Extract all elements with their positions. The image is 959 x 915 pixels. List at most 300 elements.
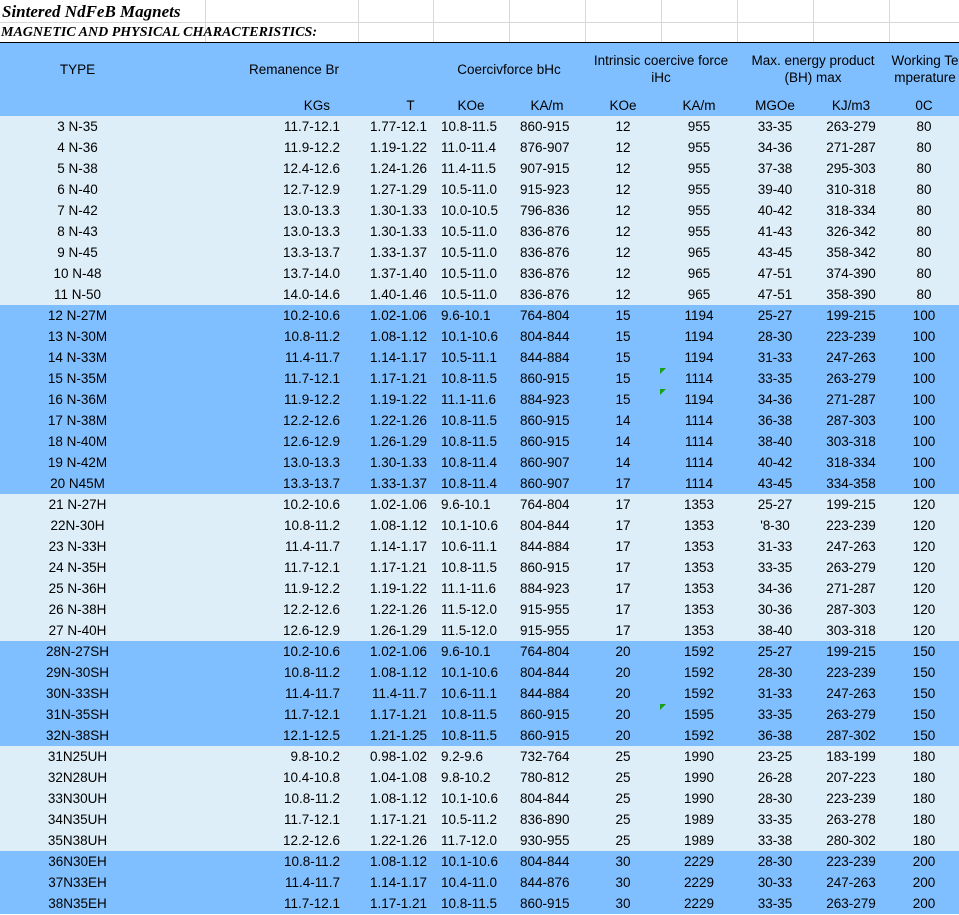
type-cell[interactable]: 26 N-38H bbox=[0, 599, 155, 620]
energy-kj-m3-cell[interactable]: 247-263 bbox=[813, 347, 889, 368]
remanence-kgs-cell[interactable]: 11.9-12.2 bbox=[155, 389, 358, 410]
coercivforce-ka-m-cell[interactable]: 884-923 bbox=[509, 578, 585, 599]
intrinsic-koe-cell[interactable]: 20 bbox=[585, 725, 661, 746]
energy-kj-m3-cell[interactable]: 271-287 bbox=[813, 578, 889, 599]
type-cell[interactable]: 18 N-40M bbox=[0, 431, 155, 452]
working-temp-cell[interactable]: 120 bbox=[889, 578, 959, 599]
working-temp-cell[interactable]: 200 bbox=[889, 872, 959, 893]
remanence-kgs-cell[interactable]: 11.9-12.2 bbox=[155, 137, 358, 158]
intrinsic-ka-m-cell[interactable]: 1353 bbox=[661, 536, 737, 557]
coercivforce-koe-cell[interactable]: 10.8-11.5 bbox=[433, 893, 509, 914]
working-temp-cell[interactable]: 150 bbox=[889, 725, 959, 746]
energy-kj-m3-cell[interactable]: 287-303 bbox=[813, 410, 889, 431]
intrinsic-koe-cell[interactable]: 17 bbox=[585, 578, 661, 599]
intrinsic-koe-cell[interactable]: 20 bbox=[585, 641, 661, 662]
energy-kj-m3-cell[interactable]: 295-303 bbox=[813, 158, 889, 179]
coercivforce-koe-cell[interactable]: 11.1-11.6 bbox=[433, 389, 509, 410]
intrinsic-ka-m-cell[interactable]: 1990 bbox=[661, 746, 737, 767]
type-cell[interactable]: 36N30EH bbox=[0, 851, 155, 872]
type-cell[interactable]: 24 N-35H bbox=[0, 557, 155, 578]
sheet-subtitle[interactable]: MAGNETIC AND PHYSICAL CHARACTERISTICS: bbox=[1, 25, 317, 40]
intrinsic-ka-m-cell[interactable]: 1353 bbox=[661, 515, 737, 536]
coercivforce-koe-cell[interactable]: 10.1-10.6 bbox=[433, 326, 509, 347]
coercivforce-ka-m-cell[interactable]: 804-844 bbox=[509, 662, 585, 683]
coercivforce-koe-cell[interactable]: 10.8-11.5 bbox=[433, 431, 509, 452]
energy-mgoe-cell[interactable]: 34-36 bbox=[737, 137, 813, 158]
intrinsic-ka-m-cell[interactable]: 1990 bbox=[661, 788, 737, 809]
coercivforce-koe-cell[interactable]: 9.8-10.2 bbox=[433, 767, 509, 788]
remanence-kgs-cell[interactable]: 13.3-13.7 bbox=[155, 473, 358, 494]
energy-kj-m3-cell[interactable]: 303-318 bbox=[813, 620, 889, 641]
remanence-kgs-cell[interactable]: 11.7-12.1 bbox=[155, 557, 358, 578]
remanence-t-cell[interactable]: 1.14-1.17 bbox=[358, 347, 433, 368]
coercivforce-koe-cell[interactable]: 10.0-10.5 bbox=[433, 200, 509, 221]
type-cell[interactable]: 11 N-50 bbox=[0, 284, 155, 305]
intrinsic-ka-m-cell[interactable]: 2229 bbox=[661, 851, 737, 872]
intrinsic-ka-m-cell[interactable]: 955 bbox=[661, 179, 737, 200]
energy-mgoe-cell[interactable]: 30-36 bbox=[737, 599, 813, 620]
unit-ka-m[interactable]: KA/m bbox=[509, 95, 585, 116]
coercivforce-ka-m-cell[interactable]: 915-955 bbox=[509, 599, 585, 620]
energy-mgoe-cell[interactable]: 38-40 bbox=[737, 620, 813, 641]
type-cell[interactable]: 4 N-36 bbox=[0, 137, 155, 158]
intrinsic-koe-cell[interactable]: 14 bbox=[585, 431, 661, 452]
energy-mgoe-cell[interactable]: 47-51 bbox=[737, 284, 813, 305]
coercivforce-koe-cell[interactable]: 10.8-11.4 bbox=[433, 473, 509, 494]
remanence-kgs-cell[interactable]: 10.2-10.6 bbox=[155, 305, 358, 326]
type-cell[interactable]: 33N30UH bbox=[0, 788, 155, 809]
intrinsic-ka-m-cell[interactable]: 955 bbox=[661, 116, 737, 137]
intrinsic-koe-cell[interactable]: 12 bbox=[585, 200, 661, 221]
type-cell[interactable]: 38N35EH bbox=[0, 893, 155, 914]
coercivforce-ka-m-cell[interactable]: 860-907 bbox=[509, 452, 585, 473]
intrinsic-ka-m-cell[interactable]: 1114 bbox=[661, 410, 737, 431]
intrinsic-koe-cell[interactable]: 12 bbox=[585, 284, 661, 305]
energy-kj-m3-cell[interactable]: 207-223 bbox=[813, 767, 889, 788]
type-cell[interactable]: 12 N-27M bbox=[0, 305, 155, 326]
coercivforce-ka-m-cell[interactable]: 780-812 bbox=[509, 767, 585, 788]
remanence-t-cell[interactable]: 1.27-1.29 bbox=[358, 179, 433, 200]
remanence-t-cell[interactable]: 1.08-1.12 bbox=[358, 662, 433, 683]
energy-mgoe-cell[interactable]: 41-43 bbox=[737, 221, 813, 242]
remanence-kgs-cell[interactable]: 10.8-11.2 bbox=[155, 662, 358, 683]
remanence-kgs-cell[interactable]: 11.4-11.7 bbox=[155, 347, 358, 368]
remanence-kgs-cell[interactable]: 13.0-13.3 bbox=[155, 200, 358, 221]
coercivforce-koe-cell[interactable]: 10.5-11.0 bbox=[433, 179, 509, 200]
remanence-kgs-cell[interactable]: 11.4-11.7 bbox=[155, 683, 358, 704]
remanence-t-cell[interactable]: 1.26-1.29 bbox=[358, 431, 433, 452]
intrinsic-koe-cell[interactable]: 25 bbox=[585, 830, 661, 851]
intrinsic-ka-m-cell[interactable]: 1194 bbox=[661, 305, 737, 326]
coercivforce-koe-cell[interactable]: 10.8-11.5 bbox=[433, 116, 509, 137]
remanence-t-cell[interactable]: 1.22-1.26 bbox=[358, 599, 433, 620]
type-cell[interactable]: 17 N-38M bbox=[0, 410, 155, 431]
energy-mgoe-cell[interactable]: 25-27 bbox=[737, 641, 813, 662]
coercivforce-koe-cell[interactable]: 10.8-11.5 bbox=[433, 368, 509, 389]
intrinsic-ka-m-cell[interactable]: 1353 bbox=[661, 494, 737, 515]
energy-mgoe-cell[interactable]: 40-42 bbox=[737, 452, 813, 473]
intrinsic-koe-cell[interactable]: 25 bbox=[585, 746, 661, 767]
energy-kj-m3-cell[interactable]: 271-287 bbox=[813, 389, 889, 410]
remanence-kgs-cell[interactable]: 12.1-12.5 bbox=[155, 725, 358, 746]
intrinsic-koe-cell[interactable]: 12 bbox=[585, 221, 661, 242]
coercivforce-koe-cell[interactable]: 11.7-12.0 bbox=[433, 830, 509, 851]
working-temp-cell[interactable]: 150 bbox=[889, 704, 959, 725]
remanence-kgs-cell[interactable]: 10.8-11.2 bbox=[155, 515, 358, 536]
coercivforce-ka-m-cell[interactable]: 915-955 bbox=[509, 620, 585, 641]
coercivforce-koe-cell[interactable]: 10.5-11.2 bbox=[433, 809, 509, 830]
energy-kj-m3-cell[interactable]: 263-279 bbox=[813, 893, 889, 914]
energy-kj-m3-cell[interactable]: 280-302 bbox=[813, 830, 889, 851]
intrinsic-ka-m-cell[interactable]: 965 bbox=[661, 242, 737, 263]
working-temp-cell[interactable]: 100 bbox=[889, 452, 959, 473]
coercivforce-koe-cell[interactable]: 11.5-12.0 bbox=[433, 620, 509, 641]
working-temp-cell[interactable]: 120 bbox=[889, 494, 959, 515]
energy-kj-m3-cell[interactable]: 303-318 bbox=[813, 431, 889, 452]
intrinsic-koe-cell[interactable]: 17 bbox=[585, 515, 661, 536]
remanence-t-cell[interactable]: 1.17-1.21 bbox=[358, 893, 433, 914]
intrinsic-koe-cell[interactable]: 15 bbox=[585, 347, 661, 368]
intrinsic-ka-m-cell[interactable]: 1353 bbox=[661, 557, 737, 578]
intrinsic-ka-m-cell[interactable]: 1194 bbox=[661, 326, 737, 347]
energy-mgoe-cell[interactable]: 31-33 bbox=[737, 347, 813, 368]
energy-mgoe-cell[interactable]: 31-33 bbox=[737, 536, 813, 557]
coercivforce-ka-m-cell[interactable]: 844-884 bbox=[509, 536, 585, 557]
remanence-t-cell[interactable]: 1.08-1.12 bbox=[358, 788, 433, 809]
intrinsic-ka-m-cell[interactable]: 965 bbox=[661, 284, 737, 305]
type-cell[interactable]: 16 N-36M bbox=[0, 389, 155, 410]
remanence-t-cell[interactable]: 1.30-1.33 bbox=[358, 452, 433, 473]
remanence-t-cell[interactable]: 1.24-1.26 bbox=[358, 158, 433, 179]
intrinsic-koe-cell[interactable]: 17 bbox=[585, 473, 661, 494]
remanence-t-cell[interactable]: 1.19-1.22 bbox=[358, 137, 433, 158]
coercivforce-ka-m-cell[interactable]: 804-844 bbox=[509, 851, 585, 872]
energy-kj-m3-cell[interactable]: 263-279 bbox=[813, 116, 889, 137]
working-temp-cell[interactable]: 180 bbox=[889, 809, 959, 830]
working-temp-cell[interactable]: 80 bbox=[889, 116, 959, 137]
header-remanence[interactable]: Remanence Br bbox=[155, 43, 433, 95]
energy-mgoe-cell[interactable]: 36-38 bbox=[737, 410, 813, 431]
remanence-t-cell[interactable]: 1.22-1.26 bbox=[358, 830, 433, 851]
remanence-kgs-cell[interactable]: 12.6-12.9 bbox=[155, 620, 358, 641]
remanence-t-cell[interactable]: 1.14-1.17 bbox=[358, 536, 433, 557]
energy-mgoe-cell[interactable]: 40-42 bbox=[737, 200, 813, 221]
type-cell[interactable]: 37N33EH bbox=[0, 872, 155, 893]
type-cell[interactable]: 27 N-40H bbox=[0, 620, 155, 641]
remanence-kgs-cell[interactable]: 11.9-12.2 bbox=[155, 578, 358, 599]
working-temp-cell[interactable]: 180 bbox=[889, 767, 959, 788]
coercivforce-koe-cell[interactable]: 11.5-12.0 bbox=[433, 599, 509, 620]
type-cell[interactable]: 32N28UH bbox=[0, 767, 155, 788]
remanence-kgs-cell[interactable]: 12.2-12.6 bbox=[155, 830, 358, 851]
remanence-kgs-cell[interactable]: 10.2-10.6 bbox=[155, 494, 358, 515]
intrinsic-koe-cell[interactable]: 20 bbox=[585, 704, 661, 725]
working-temp-cell[interactable]: 120 bbox=[889, 515, 959, 536]
working-temp-cell[interactable]: 120 bbox=[889, 557, 959, 578]
remanence-t-cell[interactable]: 1.17-1.21 bbox=[358, 368, 433, 389]
working-temp-cell[interactable]: 100 bbox=[889, 347, 959, 368]
working-temp-cell[interactable]: 80 bbox=[889, 158, 959, 179]
working-temp-cell[interactable]: 100 bbox=[889, 431, 959, 452]
energy-mgoe-cell[interactable]: 38-40 bbox=[737, 431, 813, 452]
header-max-energy-product[interactable]: Max. energy product (BH) max bbox=[737, 43, 889, 95]
type-cell[interactable]: 15 N-35M bbox=[0, 368, 155, 389]
coercivforce-ka-m-cell[interactable]: 876-907 bbox=[509, 137, 585, 158]
remanence-kgs-cell[interactable]: 11.7-12.1 bbox=[155, 704, 358, 725]
remanence-kgs-cell[interactable]: 12.6-12.9 bbox=[155, 431, 358, 452]
intrinsic-ka-m-cell[interactable]: 1114 bbox=[661, 431, 737, 452]
energy-kj-m3-cell[interactable]: 358-342 bbox=[813, 242, 889, 263]
intrinsic-koe-cell[interactable]: 12 bbox=[585, 179, 661, 200]
intrinsic-koe-cell[interactable]: 17 bbox=[585, 557, 661, 578]
type-cell[interactable]: 13 N-30M bbox=[0, 326, 155, 347]
energy-kj-m3-cell[interactable]: 223-239 bbox=[813, 515, 889, 536]
energy-kj-m3-cell[interactable]: 223-239 bbox=[813, 326, 889, 347]
energy-mgoe-cell[interactable]: 33-35 bbox=[737, 704, 813, 725]
remanence-t-cell[interactable]: 1.17-1.21 bbox=[358, 809, 433, 830]
coercivforce-ka-m-cell[interactable]: 836-890 bbox=[509, 809, 585, 830]
type-cell[interactable]: 32N-38SH bbox=[0, 725, 155, 746]
energy-kj-m3-cell[interactable]: 263-279 bbox=[813, 704, 889, 725]
type-cell[interactable]: 20 N45M bbox=[0, 473, 155, 494]
coercivforce-ka-m-cell[interactable]: 860-907 bbox=[509, 473, 585, 494]
remanence-t-cell[interactable]: 1.08-1.12 bbox=[358, 326, 433, 347]
energy-kj-m3-cell[interactable]: 374-390 bbox=[813, 263, 889, 284]
unit-koe[interactable]: KOe bbox=[433, 95, 509, 116]
coercivforce-ka-m-cell[interactable]: 764-804 bbox=[509, 305, 585, 326]
working-temp-cell[interactable]: 80 bbox=[889, 284, 959, 305]
working-temp-cell[interactable]: 120 bbox=[889, 599, 959, 620]
coercivforce-koe-cell[interactable]: 10.1-10.6 bbox=[433, 515, 509, 536]
unit-mgoe[interactable]: MGOe bbox=[737, 95, 813, 116]
type-cell[interactable]: 14 N-33M bbox=[0, 347, 155, 368]
remanence-t-cell[interactable]: 1.02-1.06 bbox=[358, 494, 433, 515]
coercivforce-ka-m-cell[interactable]: 804-844 bbox=[509, 326, 585, 347]
coercivforce-koe-cell[interactable]: 10.8-11.5 bbox=[433, 410, 509, 431]
coercivforce-koe-cell[interactable]: 11.4-11.5 bbox=[433, 158, 509, 179]
intrinsic-koe-cell[interactable]: 17 bbox=[585, 599, 661, 620]
intrinsic-ka-m-cell[interactable]: 955 bbox=[661, 158, 737, 179]
energy-kj-m3-cell[interactable]: 271-287 bbox=[813, 137, 889, 158]
working-temp-cell[interactable]: 80 bbox=[889, 242, 959, 263]
coercivforce-koe-cell[interactable]: 10.6-11.1 bbox=[433, 683, 509, 704]
energy-kj-m3-cell[interactable]: 263-279 bbox=[813, 368, 889, 389]
coercivforce-ka-m-cell[interactable]: 907-915 bbox=[509, 158, 585, 179]
energy-mgoe-cell[interactable]: 25-27 bbox=[737, 494, 813, 515]
coercivforce-koe-cell[interactable]: 10.5-11.0 bbox=[433, 242, 509, 263]
type-cell[interactable]: 9 N-45 bbox=[0, 242, 155, 263]
energy-kj-m3-cell[interactable]: 287-302 bbox=[813, 725, 889, 746]
working-temp-cell[interactable]: 80 bbox=[889, 179, 959, 200]
remanence-t-cell[interactable]: 1.33-1.37 bbox=[358, 242, 433, 263]
energy-mgoe-cell[interactable]: 34-36 bbox=[737, 389, 813, 410]
remanence-t-cell[interactable]: 11.4-11.7 bbox=[358, 683, 433, 704]
intrinsic-ka-m-cell[interactable]: 1353 bbox=[661, 599, 737, 620]
coercivforce-ka-m-cell[interactable]: 860-915 bbox=[509, 410, 585, 431]
working-temp-cell[interactable]: 150 bbox=[889, 683, 959, 704]
coercivforce-koe-cell[interactable]: 9.6-10.1 bbox=[433, 641, 509, 662]
coercivforce-ka-m-cell[interactable]: 860-915 bbox=[509, 704, 585, 725]
remanence-kgs-cell[interactable]: 14.0-14.6 bbox=[155, 284, 358, 305]
header-intrinsic-coercive-force[interactable]: Intrinsic coercive force iHc bbox=[585, 43, 737, 95]
energy-mgoe-cell[interactable]: 31-33 bbox=[737, 683, 813, 704]
intrinsic-koe-cell[interactable]: 17 bbox=[585, 494, 661, 515]
coercivforce-ka-m-cell[interactable]: 930-955 bbox=[509, 830, 585, 851]
remanence-t-cell[interactable]: 1.77-12.1 bbox=[358, 116, 433, 137]
remanence-t-cell[interactable]: 1.17-1.21 bbox=[358, 704, 433, 725]
remanence-t-cell[interactable]: 1.37-1.40 bbox=[358, 263, 433, 284]
type-cell[interactable]: 19 N-42M bbox=[0, 452, 155, 473]
remanence-t-cell[interactable]: 1.08-1.12 bbox=[358, 851, 433, 872]
intrinsic-ka-m-cell[interactable]: 1592 bbox=[661, 662, 737, 683]
coercivforce-ka-m-cell[interactable]: 884-923 bbox=[509, 389, 585, 410]
coercivforce-koe-cell[interactable]: 10.1-10.6 bbox=[433, 662, 509, 683]
intrinsic-koe-cell[interactable]: 12 bbox=[585, 137, 661, 158]
remanence-kgs-cell[interactable]: 13.0-13.3 bbox=[155, 452, 358, 473]
type-cell[interactable]: 3 N-35 bbox=[0, 116, 155, 137]
coercivforce-ka-m-cell[interactable]: 836-876 bbox=[509, 221, 585, 242]
intrinsic-koe-cell[interactable]: 20 bbox=[585, 662, 661, 683]
unit-intrinsic-koe[interactable]: KOe bbox=[585, 95, 661, 116]
unit-t[interactable]: T bbox=[358, 95, 433, 116]
working-temp-cell[interactable]: 150 bbox=[889, 641, 959, 662]
energy-kj-m3-cell[interactable]: 318-334 bbox=[813, 452, 889, 473]
energy-mgoe-cell[interactable]: 23-25 bbox=[737, 746, 813, 767]
energy-kj-m3-cell[interactable]: 183-199 bbox=[813, 746, 889, 767]
unit-kj-m3[interactable]: KJ/m3 bbox=[813, 95, 889, 116]
working-temp-cell[interactable]: 100 bbox=[889, 389, 959, 410]
energy-kj-m3-cell[interactable]: 247-263 bbox=[813, 536, 889, 557]
energy-mgoe-cell[interactable]: 34-36 bbox=[737, 578, 813, 599]
energy-kj-m3-cell[interactable]: 334-358 bbox=[813, 473, 889, 494]
remanence-t-cell[interactable]: 1.02-1.06 bbox=[358, 641, 433, 662]
energy-mgoe-cell[interactable]: 33-35 bbox=[737, 368, 813, 389]
energy-mgoe-cell[interactable]: 33-38 bbox=[737, 830, 813, 851]
intrinsic-ka-m-cell[interactable]: 1592 bbox=[661, 725, 737, 746]
header-type[interactable]: TYPE bbox=[0, 43, 155, 95]
coercivforce-koe-cell[interactable]: 10.5-11.0 bbox=[433, 221, 509, 242]
remanence-t-cell[interactable]: 1.14-1.17 bbox=[358, 872, 433, 893]
coercivforce-ka-m-cell[interactable]: 844-876 bbox=[509, 872, 585, 893]
type-cell[interactable]: 8 N-43 bbox=[0, 221, 155, 242]
intrinsic-ka-m-cell[interactable]: 1595 bbox=[661, 704, 737, 725]
type-cell[interactable]: 30N-33SH bbox=[0, 683, 155, 704]
coercivforce-koe-cell[interactable]: 11.1-11.6 bbox=[433, 578, 509, 599]
remanence-kgs-cell[interactable]: 11.7-12.1 bbox=[155, 809, 358, 830]
type-cell[interactable]: 6 N-40 bbox=[0, 179, 155, 200]
working-temp-cell[interactable]: 80 bbox=[889, 263, 959, 284]
remanence-t-cell[interactable]: 1.21-1.25 bbox=[358, 725, 433, 746]
intrinsic-koe-cell[interactable]: 30 bbox=[585, 893, 661, 914]
coercivforce-koe-cell[interactable]: 10.5-11.0 bbox=[433, 263, 509, 284]
working-temp-cell[interactable]: 180 bbox=[889, 746, 959, 767]
coercivforce-koe-cell[interactable]: 10.8-11.5 bbox=[433, 725, 509, 746]
energy-kj-m3-cell[interactable]: 223-239 bbox=[813, 788, 889, 809]
remanence-t-cell[interactable]: 1.02-1.06 bbox=[358, 305, 433, 326]
energy-kj-m3-cell[interactable]: 247-263 bbox=[813, 872, 889, 893]
remanence-t-cell[interactable]: 1.04-1.08 bbox=[358, 767, 433, 788]
coercivforce-koe-cell[interactable]: 10.8-11.5 bbox=[433, 557, 509, 578]
coercivforce-koe-cell[interactable]: 9.6-10.1 bbox=[433, 494, 509, 515]
remanence-t-cell[interactable]: 1.19-1.22 bbox=[358, 389, 433, 410]
remanence-kgs-cell[interactable]: 11.7-12.1 bbox=[155, 368, 358, 389]
coercivforce-ka-m-cell[interactable]: 796-836 bbox=[509, 200, 585, 221]
intrinsic-ka-m-cell[interactable]: 2229 bbox=[661, 893, 737, 914]
energy-kj-m3-cell[interactable]: 247-263 bbox=[813, 683, 889, 704]
unit-celsius[interactable]: 0C bbox=[889, 95, 959, 116]
coercivforce-koe-cell[interactable]: 11.0-11.4 bbox=[433, 137, 509, 158]
energy-kj-m3-cell[interactable]: 326-342 bbox=[813, 221, 889, 242]
intrinsic-ka-m-cell[interactable]: 1194 bbox=[661, 389, 737, 410]
intrinsic-koe-cell[interactable]: 14 bbox=[585, 410, 661, 431]
coercivforce-koe-cell[interactable]: 10.1-10.6 bbox=[433, 788, 509, 809]
intrinsic-ka-m-cell[interactable]: 1114 bbox=[661, 452, 737, 473]
coercivforce-ka-m-cell[interactable]: 804-844 bbox=[509, 788, 585, 809]
remanence-kgs-cell[interactable]: 13.0-13.3 bbox=[155, 221, 358, 242]
energy-kj-m3-cell[interactable]: 263-279 bbox=[813, 557, 889, 578]
intrinsic-ka-m-cell[interactable]: 1990 bbox=[661, 767, 737, 788]
coercivforce-ka-m-cell[interactable]: 764-804 bbox=[509, 641, 585, 662]
remanence-kgs-cell[interactable]: 12.7-12.9 bbox=[155, 179, 358, 200]
energy-mgoe-cell[interactable]: 47-51 bbox=[737, 263, 813, 284]
unit-kgs[interactable]: KGs bbox=[155, 95, 358, 116]
working-temp-cell[interactable]: 100 bbox=[889, 410, 959, 431]
remanence-kgs-cell[interactable]: 12.2-12.6 bbox=[155, 599, 358, 620]
working-temp-cell[interactable]: 120 bbox=[889, 620, 959, 641]
intrinsic-koe-cell[interactable]: 15 bbox=[585, 305, 661, 326]
coercivforce-ka-m-cell[interactable]: 860-915 bbox=[509, 368, 585, 389]
remanence-kgs-cell[interactable]: 13.3-13.7 bbox=[155, 242, 358, 263]
intrinsic-koe-cell[interactable]: 12 bbox=[585, 242, 661, 263]
intrinsic-ka-m-cell[interactable]: 955 bbox=[661, 221, 737, 242]
remanence-kgs-cell[interactable]: 11.7-12.1 bbox=[155, 893, 358, 914]
intrinsic-ka-m-cell[interactable]: 2229 bbox=[661, 872, 737, 893]
remanence-kgs-cell[interactable]: 11.4-11.7 bbox=[155, 872, 358, 893]
remanence-t-cell[interactable]: 1.30-1.33 bbox=[358, 221, 433, 242]
sheet-title[interactable]: Sintered NdFeB Magnets bbox=[2, 2, 181, 21]
type-cell[interactable]: 28N-27SH bbox=[0, 641, 155, 662]
intrinsic-ka-m-cell[interactable]: 1353 bbox=[661, 578, 737, 599]
intrinsic-ka-m-cell[interactable]: 1989 bbox=[661, 830, 737, 851]
type-cell[interactable]: 31N-35SH bbox=[0, 704, 155, 725]
energy-kj-m3-cell[interactable]: 223-239 bbox=[813, 662, 889, 683]
coercivforce-ka-m-cell[interactable]: 860-915 bbox=[509, 893, 585, 914]
energy-mgoe-cell[interactable]: 33-35 bbox=[737, 116, 813, 137]
header-coercivforce[interactable]: Coercivforce bHc bbox=[433, 43, 585, 95]
intrinsic-ka-m-cell[interactable]: 1989 bbox=[661, 809, 737, 830]
energy-mgoe-cell[interactable]: 26-28 bbox=[737, 767, 813, 788]
remanence-t-cell[interactable]: 1.40-1.46 bbox=[358, 284, 433, 305]
coercivforce-ka-m-cell[interactable]: 860-915 bbox=[509, 725, 585, 746]
remanence-t-cell[interactable]: 1.26-1.29 bbox=[358, 620, 433, 641]
coercivforce-ka-m-cell[interactable]: 860-915 bbox=[509, 557, 585, 578]
remanence-t-cell[interactable]: 1.30-1.33 bbox=[358, 200, 433, 221]
intrinsic-koe-cell[interactable]: 12 bbox=[585, 263, 661, 284]
working-temp-cell[interactable]: 80 bbox=[889, 200, 959, 221]
energy-mgoe-cell[interactable]: 39-40 bbox=[737, 179, 813, 200]
working-temp-cell[interactable]: 120 bbox=[889, 536, 959, 557]
energy-kj-m3-cell[interactable]: 223-239 bbox=[813, 851, 889, 872]
coercivforce-ka-m-cell[interactable]: 836-876 bbox=[509, 242, 585, 263]
energy-mgoe-cell[interactable]: 28-30 bbox=[737, 788, 813, 809]
intrinsic-koe-cell[interactable]: 30 bbox=[585, 851, 661, 872]
remanence-kgs-cell[interactable]: 12.2-12.6 bbox=[155, 410, 358, 431]
energy-kj-m3-cell[interactable]: 287-303 bbox=[813, 599, 889, 620]
intrinsic-koe-cell[interactable]: 12 bbox=[585, 116, 661, 137]
intrinsic-ka-m-cell[interactable]: 1353 bbox=[661, 620, 737, 641]
intrinsic-koe-cell[interactable]: 20 bbox=[585, 683, 661, 704]
remanence-t-cell[interactable]: 1.19-1.22 bbox=[358, 578, 433, 599]
